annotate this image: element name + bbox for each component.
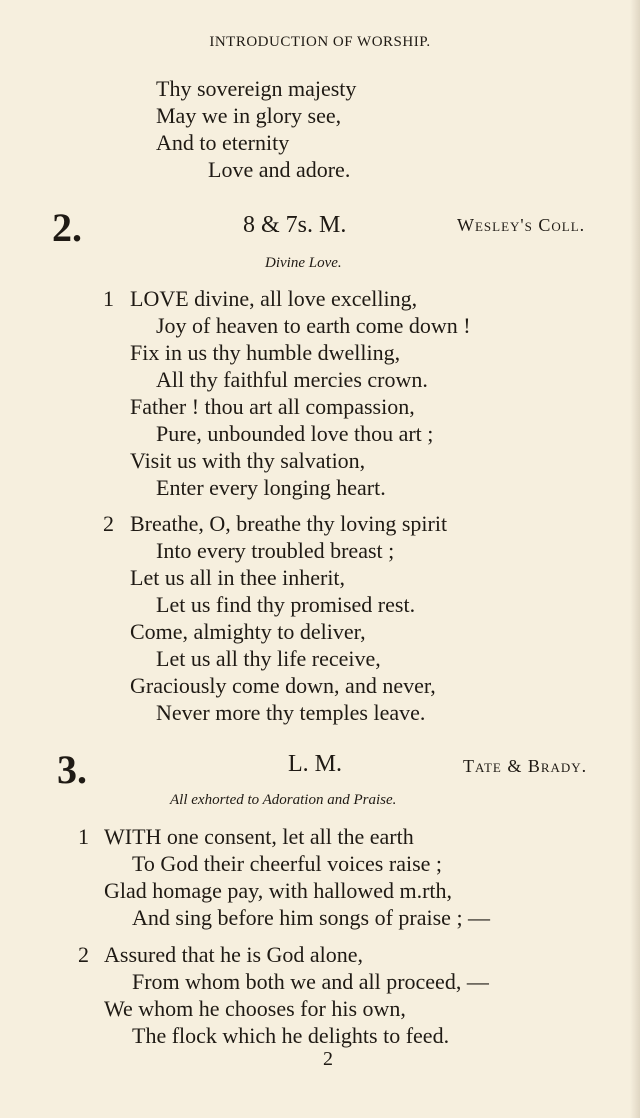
intro-line: Thy sovereign majesty — [156, 76, 357, 101]
verse-line: Let us find thy promised rest. — [156, 592, 416, 617]
verse-line: To God their cheerful voices raise ; — [132, 851, 443, 876]
verse-line: Breathe, O, breathe thy loving spirit — [130, 511, 448, 536]
verse-line: Assured that he is God alone, — [104, 942, 364, 967]
verse-number: 1 — [78, 824, 89, 849]
verse-line: Never more thy temples leave. — [156, 700, 426, 725]
verse-line: All thy faithful mercies crown. — [156, 367, 428, 392]
verse-line: Let us all in thee inherit, — [130, 565, 346, 590]
hymn-author: Wesley's Coll. — [457, 215, 586, 235]
verse-line: Father ! thou art all compassion, — [130, 394, 415, 419]
hymn-number: 2. — [52, 205, 82, 250]
verse-line: LOVE divine, all love excelling, — [130, 286, 418, 311]
verse-line: Come, almighty to deliver, — [130, 619, 366, 644]
verse-number: 2 — [103, 511, 114, 536]
verse-line: Let us all thy life receive, — [156, 646, 381, 671]
verse-line: WITH one consent, let all the earth — [104, 824, 414, 849]
intro-line: Love and adore. — [208, 157, 351, 182]
verse-line: We whom he chooses for his own, — [104, 996, 406, 1021]
verse-line: Joy of heaven to earth come down ! — [156, 313, 471, 338]
intro-line: May we in glory see, — [156, 103, 342, 128]
verse-line: Visit us with thy salvation, — [130, 448, 366, 473]
verse-line: From whom both we and all proceed, — — [132, 969, 489, 994]
verse-line: Fix in us thy humble dwelling, — [130, 340, 401, 365]
verse-line: Pure, unbounded love thou art ; — [156, 421, 434, 446]
verse-line: Graciously come down, and never, — [130, 673, 436, 698]
page-number: 2 — [323, 1048, 333, 1070]
verse-number: 2 — [78, 942, 89, 967]
verse-line: Into every troubled breast ; — [156, 538, 395, 563]
verse-number: 1 — [103, 286, 114, 311]
hymn-meter: L. M. — [288, 751, 342, 777]
hymn-author: Tate & Brady. — [463, 756, 588, 776]
verse-line: And sing before him songs of praise ; — — [132, 905, 491, 930]
hymn-meter: 8 & 7s. M. — [243, 212, 347, 238]
running-header: INTRODUCTION OF WORSHIP. — [209, 34, 431, 50]
page-edge-shadow — [630, 0, 640, 1118]
hymn-subtitle: All exhorted to Adoration and Praise. — [170, 792, 397, 808]
hymn-number: 3. — [57, 747, 87, 792]
verse-line: Enter every longing heart. — [156, 475, 386, 500]
verse-line: Glad homage pay, with hallowed m.rth, — [104, 878, 453, 903]
hymn-subtitle: Divine Love. — [265, 255, 342, 271]
verse-line: The flock which he delights to feed. — [132, 1023, 450, 1048]
intro-line: And to eternity — [156, 130, 290, 155]
